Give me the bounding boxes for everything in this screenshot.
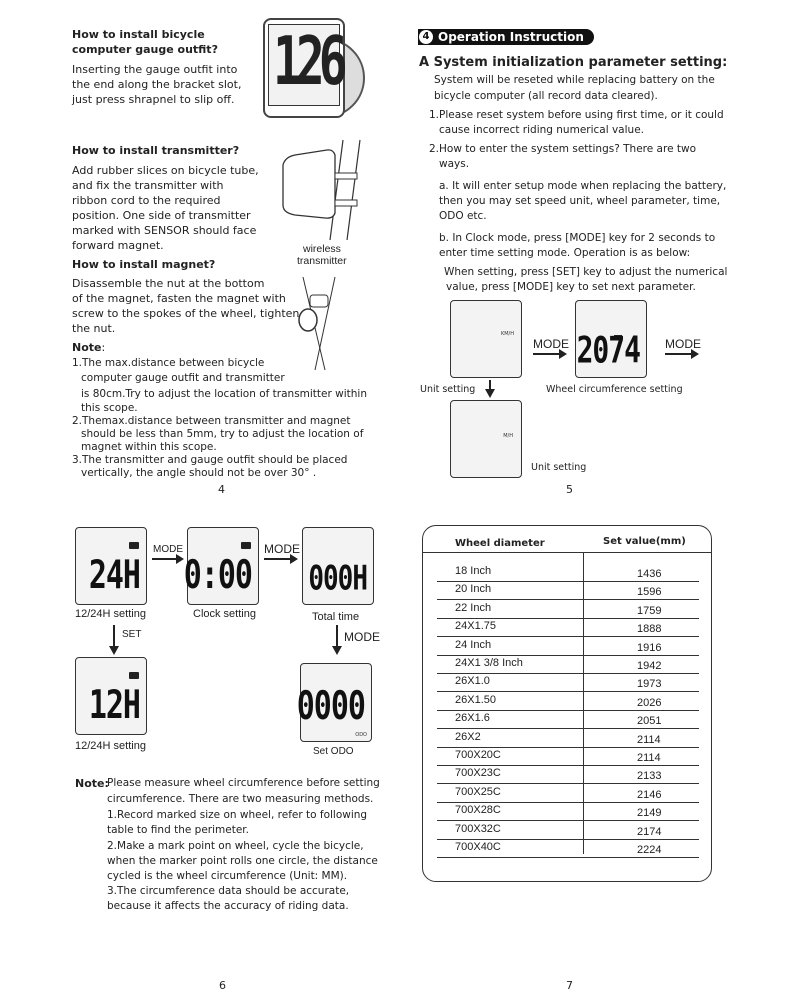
mode-label: MODE xyxy=(533,337,569,351)
page-number: 6 xyxy=(219,979,226,992)
text-line: the nut. xyxy=(72,322,116,335)
text-line: screw to the spokes of the wheel, tighten xyxy=(72,307,300,320)
set-value: 1436 xyxy=(637,568,662,580)
unit-kmh-text: KM/H xyxy=(500,331,514,337)
text-line: value, press [MODE] key to set next parameter. xyxy=(446,281,696,293)
set-value: 1759 xyxy=(637,604,662,617)
text-line: ways. xyxy=(439,158,470,170)
text-line: the end along the bracket slot, xyxy=(72,78,242,91)
note-line: 1.Record marked size on wheel, refer to following xyxy=(107,809,368,821)
note-line: circumference. There are two measuring methods. xyxy=(107,793,374,805)
table-row xyxy=(437,803,699,821)
page-number: 5 xyxy=(566,483,573,496)
text-line: forward magnet. xyxy=(72,239,164,252)
text-line: bicycle computer (all record data cleared). xyxy=(434,90,658,102)
unit-setting-label: Unit setting xyxy=(420,384,476,395)
set-label: SET xyxy=(122,629,142,640)
wheel-size: 24X1.75 xyxy=(455,620,496,633)
wheel-size: 700X32C xyxy=(455,822,501,835)
section-number-badge: 4 xyxy=(419,30,433,44)
text-line: 2.How to enter the system settings? There are two xyxy=(429,143,696,155)
wheel-size: 700X20C xyxy=(455,749,501,761)
table-row xyxy=(437,674,699,692)
note-line: when the marker point rolls one circle, the distance xyxy=(107,855,378,867)
wheel-size: 24 Inch xyxy=(455,638,492,651)
lcd-wheel xyxy=(575,300,647,378)
lcd-odo xyxy=(296,663,372,742)
text-line: and fix the transmitter with xyxy=(72,179,224,192)
digits: 24H xyxy=(88,553,140,599)
header-wheel-diameter: Wheel diameter xyxy=(455,538,545,549)
digits: 0:00 xyxy=(183,553,252,599)
set-value: 2224 xyxy=(637,844,662,856)
table-row xyxy=(437,711,699,729)
label-12-24h: 12/24H setting xyxy=(75,740,146,752)
note-heading xyxy=(72,341,105,354)
heading-system-init: A System initialization parameter setting: xyxy=(419,55,728,70)
text-line: Add rubber slices on bicycle tube, xyxy=(72,164,259,177)
label-total-time: Total time xyxy=(312,611,360,623)
note-line: 2.Make a mark point on wheel, cycle the bicycle, xyxy=(107,840,364,852)
table-row xyxy=(437,766,699,784)
note-line: 3.The transmitter and gauge outfit should be placed xyxy=(72,454,348,466)
unit-mph-text: M/H xyxy=(503,433,513,439)
text-line: just press shrapnel to slip off. xyxy=(72,93,235,106)
label-set-odo: Set ODO xyxy=(313,746,354,757)
text-line: System will be reseted while replacing battery on the xyxy=(434,74,715,86)
set-value: 1973 xyxy=(637,678,662,691)
wheel-size: 26X2 xyxy=(455,730,481,743)
lcd-clock xyxy=(183,527,259,605)
set-value: 2149 xyxy=(637,807,662,820)
table-row xyxy=(437,693,699,711)
transmitter-label-1: wireless xyxy=(303,243,341,255)
table-row xyxy=(437,582,699,600)
set-value: 2051 xyxy=(637,715,662,728)
set-value: 1888 xyxy=(637,623,662,636)
set-value: 1916 xyxy=(637,641,662,654)
lcd-unit-kmh xyxy=(450,300,522,378)
wheel-size: 18 Inch xyxy=(455,565,492,577)
section-title: Operation Instruction xyxy=(438,30,584,44)
digits: 0000 xyxy=(296,684,365,730)
arrow-right-icon xyxy=(152,558,182,560)
heading-install-magnet: How to install magnet? xyxy=(72,258,216,271)
table-row xyxy=(437,601,699,619)
page-number: 7 xyxy=(566,979,573,992)
text-line: When setting, press [SET] key to adjust the numerical xyxy=(444,266,728,278)
set-value: 2174 xyxy=(637,825,662,838)
heading-install-transmitter: How to install transmitter? xyxy=(72,144,240,157)
note-line: vertically, the angle should not be over 30° . xyxy=(81,467,317,479)
mode-label: MODE xyxy=(264,542,300,556)
arrow-down-icon xyxy=(489,380,491,396)
text-line: a. It will enter setup mode when replacing the battery, xyxy=(439,180,727,192)
wheel-value-digits: 2074 xyxy=(576,328,640,372)
wheel-size: 24X1 3/8 Inch xyxy=(455,657,523,669)
note-line: is 80cm.Try to adjust the location of transmitter within xyxy=(81,388,368,400)
set-value: 2114 xyxy=(637,733,661,746)
arrow-down-icon xyxy=(113,625,115,653)
mode-label: MODE xyxy=(153,544,183,555)
transmitter-label-2: transmitter xyxy=(297,255,347,267)
page-number: 4 xyxy=(218,483,225,496)
clock-icon xyxy=(129,542,139,549)
header-set-value: Set value(mm) xyxy=(603,536,686,547)
lcd-unit-mph xyxy=(450,400,522,478)
note-line: this scope. xyxy=(81,402,138,414)
set-value: 2026 xyxy=(637,696,662,709)
note-line: magnet within this scope. xyxy=(81,441,217,453)
note-colon: : xyxy=(101,341,106,354)
digits: 000H xyxy=(308,559,367,599)
note-line: 1.The max.distance between bicycle xyxy=(72,357,265,369)
transmitter-illustration xyxy=(275,135,365,245)
wheel-size: 700X28C xyxy=(455,804,501,817)
mode-label: MODE xyxy=(665,337,701,351)
lcd-12h xyxy=(75,657,147,735)
heading-install-gauge-2: computer gauge outfit? xyxy=(72,43,218,56)
table-row xyxy=(437,822,699,840)
wheel-size: 26X1.6 xyxy=(455,712,490,725)
lcd-total-time xyxy=(302,527,374,605)
wheel-size: 22 Inch xyxy=(455,601,492,614)
text-line: ODO etc. xyxy=(439,210,487,222)
clock-icon xyxy=(241,542,251,549)
text-line: Inserting the gauge outfit into xyxy=(72,63,238,76)
arrow-right-icon xyxy=(665,353,697,355)
gauge-illustration xyxy=(255,18,365,128)
odo-text: ODO xyxy=(355,732,367,738)
set-value: 2114 xyxy=(637,752,661,764)
set-value: 2133 xyxy=(637,770,662,783)
wheel-size: 700X25C xyxy=(455,785,501,798)
note-line: 3.The circumference data should be accurate, xyxy=(107,885,350,897)
set-value: 1942 xyxy=(637,660,662,672)
wheel-table xyxy=(422,525,712,882)
wheel-size: 700X23C xyxy=(455,767,501,780)
arrow-down-icon xyxy=(336,625,338,653)
table-row xyxy=(437,730,699,748)
note-line: computer gauge outfit and transmitter xyxy=(81,372,285,384)
note-label: Note: xyxy=(75,777,109,790)
digits: 12H xyxy=(88,683,140,729)
table-row xyxy=(437,656,699,674)
arrow-right-icon xyxy=(264,558,296,560)
text-line: ribbon cord to the required xyxy=(72,194,221,207)
unit-setting-label: Unit setting xyxy=(531,462,587,473)
wheel-size: 20 Inch xyxy=(455,583,492,596)
text-line: position. One side of transmitter xyxy=(72,209,251,222)
table-row xyxy=(437,638,699,656)
arrow-right-icon xyxy=(533,353,565,355)
note-line: because it affects the accuracy of riding data. xyxy=(107,900,349,912)
mode-label: MODE xyxy=(344,630,380,644)
table-row xyxy=(437,748,699,766)
table-row xyxy=(437,840,699,858)
set-value: 1596 xyxy=(637,586,662,599)
text-line: enter time setting mode. Operation is as below: xyxy=(439,247,691,259)
text-line: 1.Please reset system before using first time, or it could xyxy=(429,109,724,121)
text-line: marked with SENSOR should face xyxy=(72,224,257,237)
set-value: 2146 xyxy=(637,788,662,801)
wheel-size: 26X1.0 xyxy=(455,675,490,688)
note-label: Note xyxy=(72,341,102,354)
table-row xyxy=(437,619,699,637)
table-row xyxy=(437,564,699,582)
wheel-size: 26X1.50 xyxy=(455,693,496,706)
text-line: cause incorrect riding numerical value. xyxy=(439,124,644,136)
note-line: Please measure wheel circumference before setting xyxy=(107,777,380,789)
clock-icon xyxy=(129,672,139,679)
note-line: table to find the perimeter. xyxy=(107,824,249,836)
table-row xyxy=(437,785,699,803)
wheel-size: 700X40C xyxy=(455,841,501,853)
gauge-display-digits: 126 xyxy=(273,22,342,101)
text-line: b. In Clock mode, press [MODE] key for 2 seconds to xyxy=(439,232,716,244)
section-banner xyxy=(418,29,594,45)
note-line: should be less than 5mm, try to adjust the location of xyxy=(81,428,364,440)
note-line: cycled is the wheel circumference (Unit: MM). xyxy=(107,870,348,882)
text-line: Disassemble the nut at the bottom xyxy=(72,277,265,290)
text-line: then you may set speed unit, wheel parameter, time, xyxy=(439,195,721,207)
heading-install-gauge-1: How to install bicycle xyxy=(72,28,205,41)
wheel-setting-label: Wheel circumference setting xyxy=(546,384,683,395)
note-line: 2.Themax.distance between transmitter and magnet xyxy=(72,415,351,427)
lcd-24h xyxy=(75,527,147,605)
magnet-illustration xyxy=(290,275,350,375)
label-clock-setting: Clock setting xyxy=(193,608,256,620)
text-line: of the magnet, fasten the magnet with xyxy=(72,292,286,305)
label-12-24h: 12/24H setting xyxy=(75,608,146,620)
